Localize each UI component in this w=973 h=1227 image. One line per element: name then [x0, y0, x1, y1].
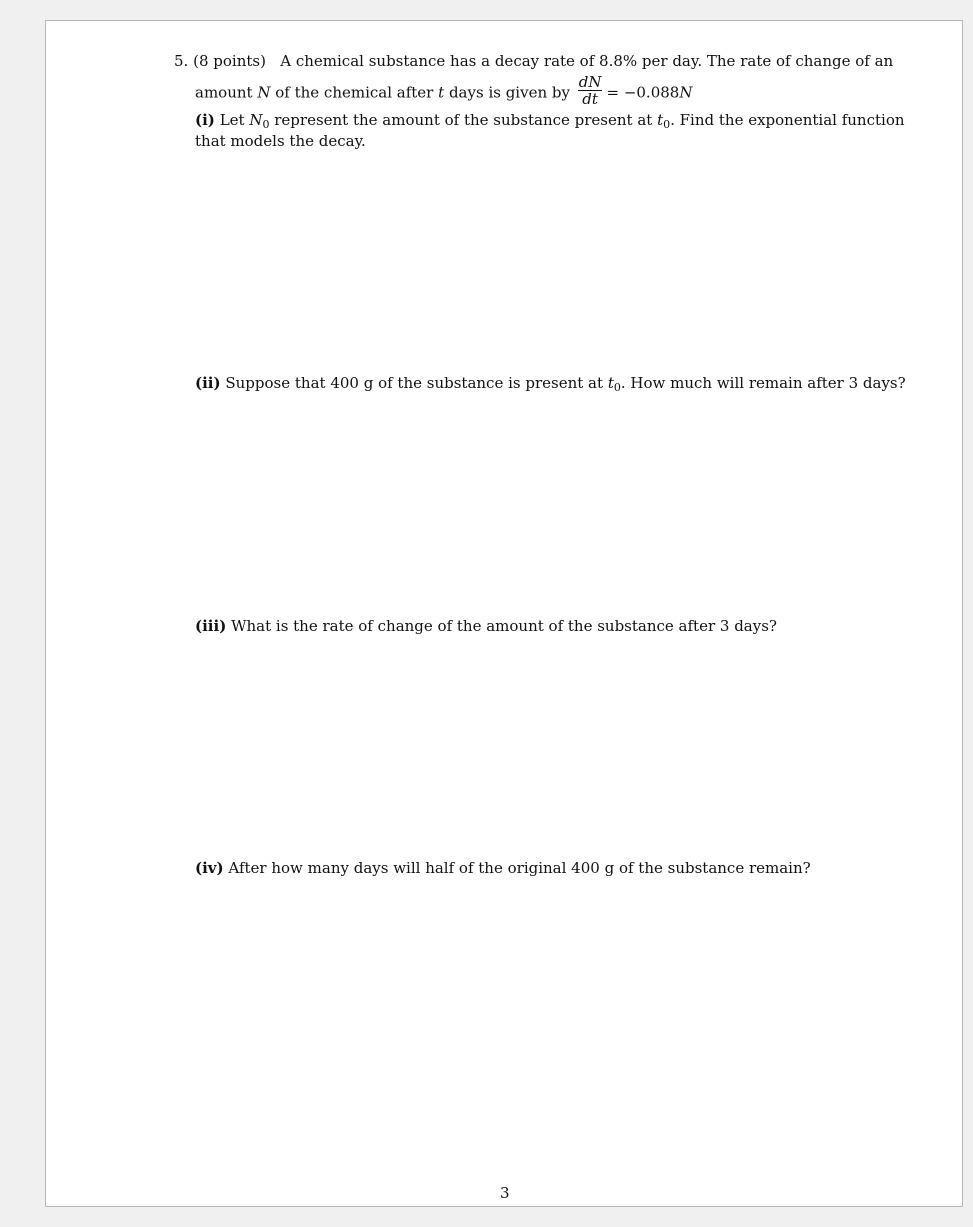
intro-text-a: amount [195, 83, 253, 102]
problem-points: (8 points) [193, 52, 266, 70]
part-iv-line [195, 858, 811, 878]
derivative-fraction [578, 74, 603, 107]
part-iv-text: After how many days will half of the original 400 g of the substance remain? [228, 859, 811, 877]
variable-t0-base: t [607, 374, 614, 392]
variable-t: t [438, 83, 445, 102]
part-iii-text: What is the rate of change of the amount of the substance after 3 days? [231, 617, 777, 635]
document-page [45, 20, 963, 1207]
part-iv-label: (iv) [195, 859, 224, 877]
part-ii-label: (ii) [195, 374, 221, 392]
part-iii-line [195, 616, 777, 636]
fraction-denominator: dt [582, 90, 598, 108]
variable-N0-base: N [249, 111, 263, 129]
page-number: 3 [500, 1184, 510, 1202]
variable-N: N [257, 83, 271, 102]
variable-N0-subscript: 0 [262, 118, 270, 131]
variable-t0-subscript: 0 [613, 381, 621, 394]
part-i-label: (i) [195, 111, 215, 129]
equation-variable: N [679, 83, 693, 102]
part-iii-label: (iii) [195, 617, 227, 635]
fraction-numerator: dN [578, 73, 602, 91]
part-i-text-a: Let [219, 111, 245, 129]
problem-intro-line-1: A chemical substance has a decay rate of 8.8% per day. The rate of change of an [280, 52, 894, 70]
variable-N0 [249, 111, 269, 129]
intro-text-b: of the chemical after [275, 83, 434, 102]
part-i-text-b: represent the amount of the substance present at [274, 111, 653, 129]
problem-number: 5. [174, 52, 189, 70]
part-ii-text-b: . How much will remain after 3 days? [620, 374, 906, 392]
part-ii-text-a: Suppose that 400 g of the substance is present at [225, 374, 604, 392]
variable-t0 [657, 111, 670, 129]
variable-t0-subscript: 0 [663, 118, 671, 131]
variable-t0 [608, 374, 621, 392]
part-ii-line [195, 373, 906, 398]
equation-rhs: = −0.088 [606, 83, 680, 102]
part-i-text-c: . Find the exponential function [670, 111, 905, 129]
variable-t0-base: t [657, 111, 664, 129]
part-i-line-2-text: that models the decay. [195, 132, 366, 150]
problem-header-line [174, 51, 893, 71]
intro-text-c: days is given by [448, 83, 570, 102]
part-i-line-2 [195, 131, 366, 151]
problem-equation-line [195, 73, 693, 110]
